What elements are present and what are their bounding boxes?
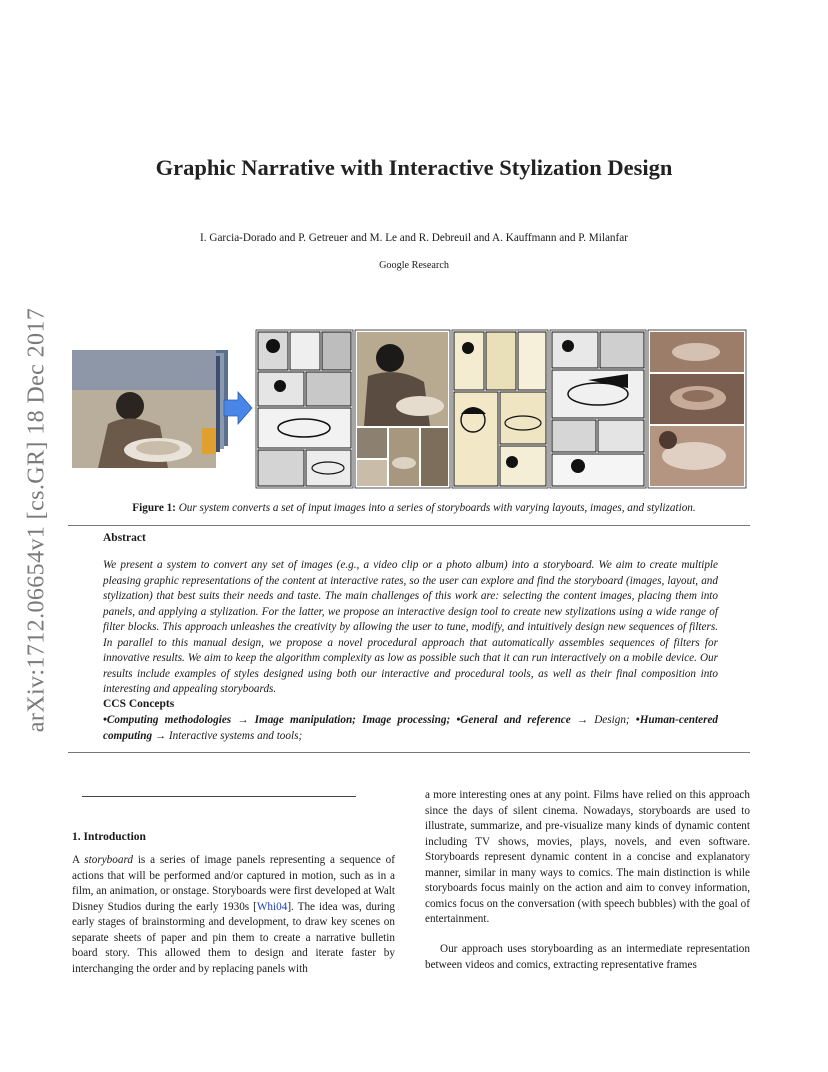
- ccs-arrow: →: [576, 714, 589, 726]
- storyboard-2: [355, 330, 450, 488]
- input-image-stack: [72, 350, 228, 468]
- storyboard-1: [256, 330, 353, 488]
- citation-link[interactable]: Whi04: [256, 900, 288, 913]
- process-arrow-icon: [224, 392, 252, 424]
- ccs-concept-2: Image manipulation; Image processing;: [254, 714, 451, 726]
- abstract-top-rule: [68, 525, 750, 526]
- intro-paragraph-1: [72, 853, 395, 977]
- intro-text: A: [72, 854, 85, 866]
- footnote-rule: [82, 796, 356, 797]
- figure-label: Figure 1:: [132, 502, 176, 514]
- paper-title: Graphic Narrative with Interactive Stylization Design: [155, 155, 673, 180]
- ccs-concepts: [103, 713, 718, 744]
- ccs-concept-5: •Human-centered computing: [103, 714, 719, 742]
- abstract-bottom-rule: [68, 752, 750, 753]
- abstract-heading: Abstract: [103, 532, 146, 544]
- affiliation: Google Research: [379, 260, 449, 271]
- storyboard-3: [452, 330, 548, 488]
- ccs-concept-3: •General and reference: [456, 714, 571, 726]
- intro-text: is a series of image panels representing a sequence of actions that will be performed and/or captured in motion, such as in a film, an animation, or onstage. Storyboards were first developed at Walt Disney Studios during the early 1930s [: [72, 854, 395, 913]
- storyboard-4: [550, 330, 646, 488]
- teaser-figure: [68, 328, 748, 490]
- intro-paragraph-3: Our approach uses storyboarding as an intermediate representation between videos and comics, extracting representative frames: [425, 943, 750, 971]
- ccs-arrow: →: [154, 729, 167, 742]
- figure-caption-text: Our system converts a set of input images into a series of storyboards with varying layouts, images, and stylization.: [178, 502, 696, 514]
- storyboard-5: [648, 330, 746, 488]
- ccs-concept-1: •Computing methodologies: [103, 714, 232, 726]
- storyboard-term: storyboard: [84, 854, 133, 866]
- figure-caption: [80, 502, 748, 514]
- ccs-arrow: →: [237, 714, 249, 726]
- section-heading-introduction: 1. Introduction: [72, 831, 146, 843]
- intro-paragraph-2: a more interesting ones at any point. Films have relied on this approach since the days of silent cinema. Nowadays, storyboards are used to illustrate, summarize, and pre-visualize many kinds of dynamic content including TV shows, movies, plays, novels, and even software. Storyboards represent dynamic content in a concise and explanatory manner, similar in many ways to comics. The main distinction is while storyboards focus mainly on the action and aim to convey information, comics focus on the conversation (with speech bubbles) with the goal of entertainment.: [425, 789, 750, 925]
- ccs-concept-4: Design;: [594, 714, 630, 726]
- arxiv-stamp: arXiv:1712.06654v1 [cs.GR] 18 Dec 2017: [23, 307, 50, 733]
- abstract-text: We present a system to convert any set of images (e.g., a video clip or a photo album) into a storyboard. We aim to create multiple pleasing graphic representations of the content at interactive rates, so the user can explore and find the storyboard (images, layout, and stylization) that best suits their needs and taste. The main challenges of this work are: selecting the content images, placing them into panels, and applying a stylization. For the latter, we propose an interactive design tool to create new stylizations using a wide range of filter blocks. This approach unleashes the creativity by allowing the user to tune, modify, and intuitively design new sequences of filters. In parallel to this manual design, we propose a novel procedural approach that automatically assembles sequences of filters for innovative results. We aim to keep the algorithm complexity as low as possible such that it can run interactively on a mobile device. Our results include examples of styles designed using both our interactive and procedural tools, as well as their final composition into interesting and appealing storyboards.: [103, 559, 718, 695]
- ccs-concept-6: Interactive systems and tools;: [168, 729, 303, 742]
- ccs-heading: CCS Concepts: [103, 698, 175, 710]
- intro-text: ]. The idea was, during early stages of brainstorming and development, to draw key scenes on separate sheets of paper and pin them to create a narrative bulletin board story. This allowed them to design and iterate faster by interchanging the order and by replacing panels with: [72, 900, 395, 975]
- author-list: I. Garcia-Dorado and P. Getreuer and M. Le and R. Debreuil and A. Kauffmann and P. Milanfar: [200, 232, 628, 244]
